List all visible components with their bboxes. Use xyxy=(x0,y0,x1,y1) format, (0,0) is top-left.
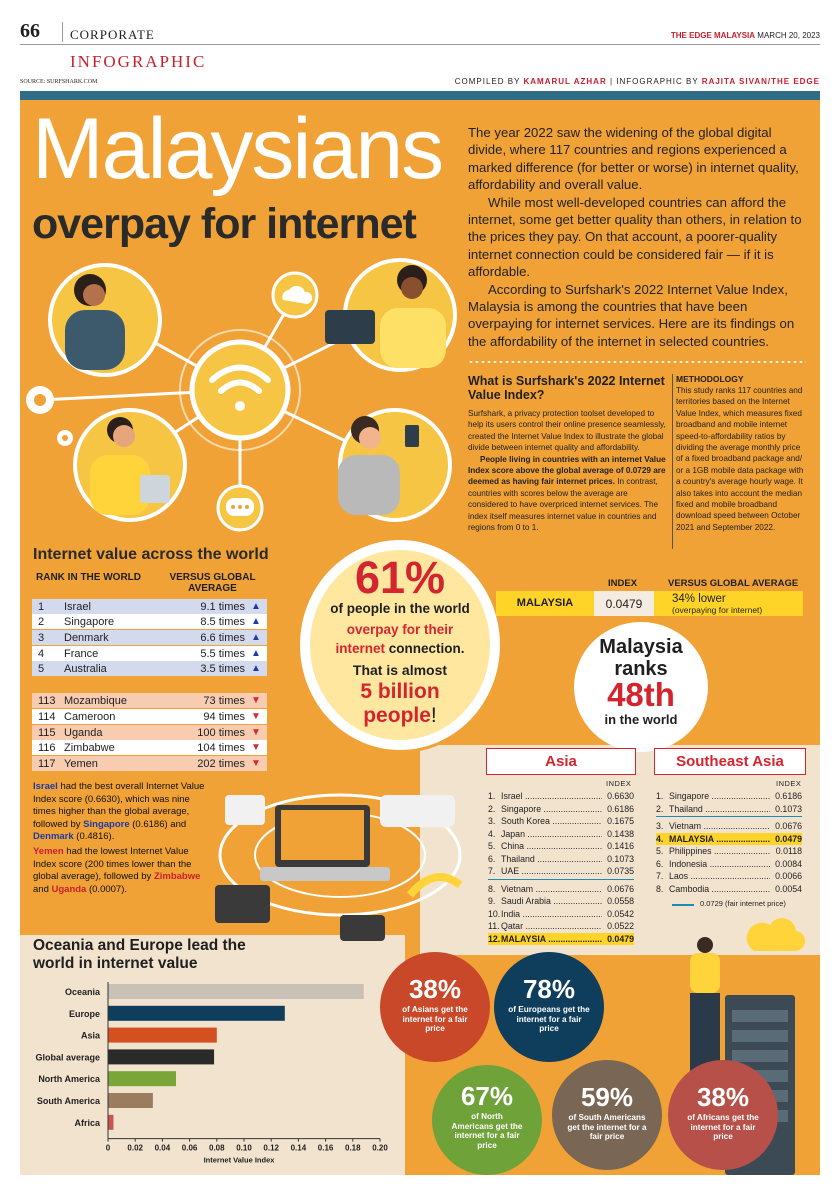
credits: COMPILED BY KAMARUL AZHAR | INFOGRAPHIC BY RAJITA SIVAN/THE EDGE xyxy=(454,77,820,86)
tick-label: 0 xyxy=(105,1143,111,1153)
region-list-item: 3. South Korea ..... 0.1675 xyxy=(488,815,634,827)
mi-country: MALAYSIA xyxy=(516,597,574,609)
category-label: Global average xyxy=(35,1052,100,1063)
tick-label: 0.18 xyxy=(345,1143,361,1153)
fair-price-line xyxy=(656,816,802,817)
bubble-south-america: 59% of South Americans get the internet for a fair price xyxy=(552,1060,662,1170)
sea-title: Southeast Asia xyxy=(654,748,806,775)
world-row-top-2: 2 Singapore 8.5 times ▲ xyxy=(32,614,267,629)
what-is-heading: What is Surfshark's 2022 Internet Value Index? xyxy=(468,374,665,402)
fair-price-line xyxy=(488,879,634,880)
tick-label: 0.08 xyxy=(209,1143,225,1153)
world-row-top-4: 4 France 5.5 times ▲ xyxy=(32,646,267,661)
category-label: Asia xyxy=(80,1030,100,1041)
tick-label: 0.06 xyxy=(181,1143,198,1153)
region-list-item: 1. Singapore ..... 0.6186 xyxy=(656,790,802,802)
tick-label: 0.12 xyxy=(263,1143,279,1153)
rank-suffix: in the world xyxy=(604,712,678,727)
chart-title: Oceania and Europe lead the world in internet value xyxy=(33,937,246,972)
asia-title: Asia xyxy=(486,748,636,775)
cloud-icon xyxy=(747,918,805,951)
source-credit: SOURCE: SURFSHARK.COM xyxy=(20,79,98,85)
what-is-body-rest: In contrast, countries with scores below the average are considered to have overpriced internet services. The index itself measures internet value in countries and regions from 0 to 1. xyxy=(468,477,659,533)
bubble-north-america: 67% of North Americans get the internet for a fair price xyxy=(432,1065,542,1175)
world-row-bottom-4: 116 Zimbabwe 104 times ▼ xyxy=(32,740,267,755)
devices-illustration xyxy=(205,775,475,945)
up-arrow-icon: ▲ xyxy=(251,663,261,674)
header-divider xyxy=(62,22,63,42)
tick-label: 0.20 xyxy=(372,1143,388,1153)
col-vs-header: VERSUS GLOBAL AVERAGE xyxy=(169,572,256,594)
intro-paragraph-2: While most well-developed countries can afford the internet, some get better quality than others, in relation to the prices they pay. On that account, a poorer-quality internet connection could be considered fair — if it is affordable. xyxy=(468,194,802,280)
infographic-prefix: INFOGRAPHIC BY xyxy=(616,77,699,86)
compiled-prefix: COMPILED BY xyxy=(454,77,521,86)
methodology-body: This study ranks 117 countries and territories based on the Internet Value Index, which measures fixed broadband and mobile internet speed-to-affordability ratios by dividing the average monthly price of a fixed broadband package and/ or a 1GB mobile data package with a country's average hourly wage. It also takes into account the median fixed and mobile broadband download speed between October 2021 and September 2022. xyxy=(676,386,804,532)
tick-label: 0.14 xyxy=(290,1143,307,1153)
compiled-by: KAMARUL AZHAR xyxy=(523,77,607,86)
mi-vs-header: VERSUS GLOBAL AVERAGE xyxy=(668,578,799,589)
mi-vs-value: 34% lower xyxy=(672,593,726,605)
tablet-icon xyxy=(215,885,270,923)
down-arrow-icon: ▼ xyxy=(251,711,261,722)
section-label: CORPORATE xyxy=(70,27,155,42)
sea-index-label: INDEX xyxy=(776,779,802,788)
intro-paragraph-1: The year 2022 saw the widening of the global digital divide, where 117 countries and regions experienced a marked difference (for better or worse) in internet quality, affordability and overall value. xyxy=(468,125,799,193)
rank-value: 48th xyxy=(607,676,675,713)
tick-label: 0.02 xyxy=(127,1143,143,1153)
wifi-hub xyxy=(192,342,288,438)
region-list-item: 6. Thailand ..... 0.1073 xyxy=(488,853,634,865)
world-row-bottom-5: 117 Yemen 202 times ▼ xyxy=(32,756,267,771)
world-row-bottom-2: 114 Cameroon 94 times ▼ xyxy=(32,709,267,724)
masthead xyxy=(671,31,820,40)
world-row-bottom-3: 115 Uganda 100 times ▼ xyxy=(32,725,267,740)
intro-text xyxy=(468,124,808,350)
what-is-body xyxy=(468,408,666,533)
stat-line-5: 5 billion people! xyxy=(360,680,440,727)
region-list-item: 8. Vietnam ..... 0.0676 xyxy=(488,883,634,895)
bubble-asia: 38% of Asians get the internet for a fair price xyxy=(380,952,490,1062)
region-list-item: 9. Saudi Arabia ..... 0.0558 xyxy=(488,895,634,907)
up-arrow-icon: ▲ xyxy=(251,648,261,659)
category-label: Europe xyxy=(68,1008,100,1019)
category-label: South America xyxy=(36,1096,100,1106)
world-row-top-1: 1 Israel 9.1 times ▲ xyxy=(32,599,267,614)
category-label: Oceania xyxy=(64,987,100,997)
rank-label: Malaysia ranks xyxy=(599,636,683,680)
tick-label: 0.16 xyxy=(317,1143,334,1153)
stat-line-2: overpay for their internet connection. xyxy=(335,622,465,656)
region-list-item: 2. Singapore ..... 0.6186 xyxy=(488,803,634,815)
tick-label: 0.10 xyxy=(236,1143,252,1153)
bar xyxy=(108,1006,285,1021)
person-figure-5 xyxy=(690,953,720,993)
down-arrow-icon: ▼ xyxy=(251,727,261,738)
region-list-item: 8. Cambodia ..... 0.0054 xyxy=(656,883,802,895)
up-arrow-icon: ▲ xyxy=(251,616,261,627)
region-list-item: 11. Qatar ..... 0.0522 xyxy=(488,920,634,932)
region-list-item: 7. UAE ..... 0.0735 xyxy=(488,865,634,877)
fair-price-legend-line xyxy=(672,904,694,906)
col-rank-header: RANK IN THE WORLD xyxy=(36,572,141,583)
category-label: Africa xyxy=(74,1117,100,1128)
x-axis-label: Internet Value Index xyxy=(203,1155,275,1165)
bubble-africa: 38% of Africans get the internet for a fair price xyxy=(668,1060,778,1170)
tick-label: 0.04 xyxy=(154,1143,171,1153)
best-worst-note: Israel had the best overall Internet Value Index score (0.6630), which was nine times higher than the global average, followed by Singapore (0.6186) and Denmark (0.4816). Yemen had the lowest Internet Value Index score (200 times lower than the global average), followed by Zimbabwe and Uganda (0.0007). xyxy=(33,781,205,895)
region-list-item: 6. Indonesia ..... 0.0084 xyxy=(656,858,802,870)
what-is-body-bold: People living in countries with an internet Value Index score above the global average of 0.0729 are deemed as having fair internet prices. xyxy=(468,454,666,487)
fair-price-legend: 0.0729 (fair internet price) xyxy=(700,899,786,908)
region-list-item: 4. Japan ..... 0.1438 xyxy=(488,828,634,840)
router-icon xyxy=(380,795,455,827)
masthead-date: MARCH 20, 2023 xyxy=(757,31,820,40)
bar xyxy=(108,1049,214,1064)
chat-icon xyxy=(226,498,254,516)
bar-chart xyxy=(20,978,410,1170)
world-row-top-5: 5 Australia 3.5 times ▲ xyxy=(32,661,267,676)
phone-icon xyxy=(340,915,385,941)
methodology-heading: METHODOLOGY xyxy=(676,374,744,384)
down-arrow-icon: ▼ xyxy=(251,695,261,706)
region-list-item: 1. Israel ..... 0.6630 xyxy=(488,790,634,802)
stat-line-4: That is almost xyxy=(352,662,448,678)
region-list-item: 12. MALAYSIA ..... 0.0479 xyxy=(488,933,634,945)
stat-percent: 61% xyxy=(354,552,446,603)
region-list-item: 3. Vietnam ..... 0.0676 xyxy=(656,820,802,832)
gear-icon xyxy=(26,386,54,414)
region-list-item: 10. India ..... 0.0542 xyxy=(488,908,634,920)
masthead-logo: THE EDGE MALAYSIA xyxy=(670,31,756,40)
region-list-item: 5. China ..... 0.1416 xyxy=(488,840,634,852)
bar xyxy=(108,1028,217,1043)
world-table-title: Internet value across the world xyxy=(33,546,269,563)
header-rule xyxy=(20,44,820,45)
bar xyxy=(108,1071,176,1086)
down-arrow-icon: ▼ xyxy=(251,742,261,753)
bar xyxy=(108,1115,113,1130)
bar xyxy=(108,984,364,999)
page-number: 66 xyxy=(20,20,40,42)
world-row-bottom-1: 113 Mozambique 73 times ▼ xyxy=(32,693,267,708)
gear-icon-small xyxy=(57,430,73,446)
bubble-europe: 78% of Europeans get the internet for a fair price xyxy=(494,952,604,1062)
bar xyxy=(108,1093,153,1108)
stat-line-1: of people in the world xyxy=(330,601,470,616)
dotted-divider xyxy=(468,360,806,364)
region-list-item: 4. MALAYSIA ..... 0.0479 xyxy=(656,833,802,845)
column-divider xyxy=(672,374,673,549)
connectivity-illustration xyxy=(20,250,460,550)
region-list-item: 5. Philippines ..... 0.0118 xyxy=(656,845,802,857)
top-accent-bar xyxy=(20,91,820,100)
region-list-item: 7. Laos ..... 0.0066 xyxy=(656,870,802,882)
mi-index-value: 0.0479 xyxy=(594,591,654,616)
up-arrow-icon: ▲ xyxy=(251,632,261,643)
kicker: INFOGRAPHIC xyxy=(70,52,207,71)
world-row-top-3: 3 Denmark 6.6 times ▲ xyxy=(32,630,267,645)
mi-index-header: INDEX xyxy=(608,578,638,589)
headline-line1: Malaysians xyxy=(32,101,443,197)
infographic-by: RAJITA SIVAN/THE EDGE xyxy=(701,77,820,86)
region-list-item: 2. Thailand ..... 0.1073 xyxy=(656,803,802,815)
up-arrow-icon: ▲ xyxy=(251,601,261,612)
down-arrow-icon: ▼ xyxy=(251,758,261,769)
headline-line2: overpay for internet xyxy=(32,200,416,248)
mi-vs-note: (overpaying for internet) xyxy=(672,605,763,615)
category-label: North America xyxy=(38,1074,100,1085)
asia-index-label: INDEX xyxy=(606,779,632,788)
what-is-body-1: Surfshark, a privacy protection toolset developed to help its users control their online presence seamlessly, created the Internet Value Index to illustrate the global divide between internet quality and affordability. xyxy=(468,409,666,453)
intro-paragraph-3: According to Surfshark's 2022 Internet Value Index, Malaysia is among the countries that have been overpaying for internet services. Here are its findings on the affordability of the internet in selected countries. xyxy=(468,281,795,349)
